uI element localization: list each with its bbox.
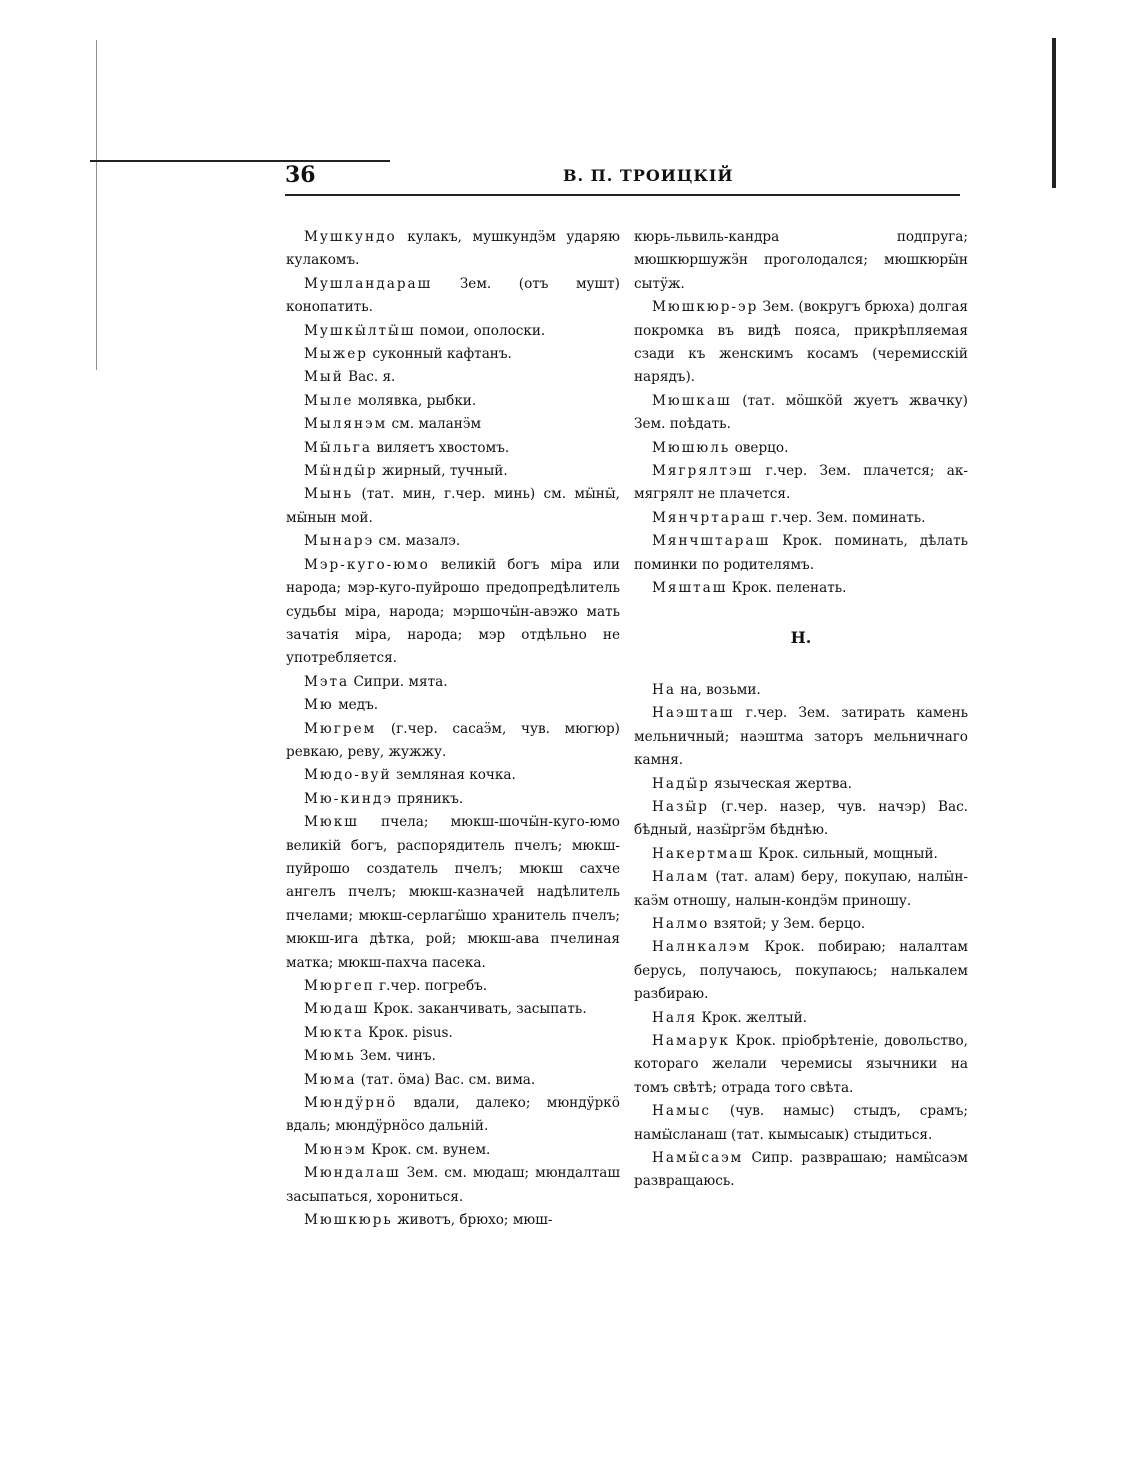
definition: на, возьми. xyxy=(675,681,761,698)
definition: жирный, тучный. xyxy=(377,463,508,480)
headword: Наля xyxy=(652,1009,698,1026)
dictionary-entry xyxy=(286,413,620,436)
dictionary-entry xyxy=(286,764,620,787)
dictionary-entry xyxy=(286,1092,620,1139)
headword: Мыле xyxy=(304,392,354,409)
headword: Назӹр xyxy=(652,798,709,815)
dictionary-entry xyxy=(634,507,968,530)
headword: Мӹльга xyxy=(304,439,373,456)
dictionary-entry xyxy=(286,554,620,671)
dictionary-entry xyxy=(634,1030,968,1100)
definition: молявка, рыбки. xyxy=(353,392,477,409)
headword: Мю-киндэ xyxy=(304,790,393,807)
dictionary-entry xyxy=(634,460,968,507)
definition: Крок. пріобрѣтеніе, довольство, котораго желали черемисы язычники на томъ свѣтѣ; отрада того свѣта. xyxy=(634,1033,968,1096)
headword: Мянчштараш xyxy=(652,533,771,550)
definition: Крок. поминать, дѣлать поминки по родителямъ. xyxy=(634,533,968,573)
dictionary-entry xyxy=(286,226,620,273)
scan-artifact-left-edge xyxy=(96,40,97,370)
definition: Зем. (вокругъ брюха) долгая покромка въ видѣ пояса, прикрѣпляемая сзади къ женскимъ косамъ (черемисскій нарядъ). xyxy=(634,299,968,386)
dictionary-entry xyxy=(286,1022,620,1045)
dictionary-entry xyxy=(286,343,620,366)
dictionary-entry xyxy=(286,975,620,998)
dictionary-entry xyxy=(286,998,620,1021)
dictionary-entry xyxy=(286,320,620,343)
dictionary-entry xyxy=(286,1162,620,1209)
headword: Мый xyxy=(304,369,344,386)
definition: Крок. побираю; налалтам берусь, получаюсь, покупаюсь; налькалем разбираю. xyxy=(634,939,968,1003)
right-column-top-entries xyxy=(634,226,968,601)
definition: (тат. алам) беру, покупаю, налӹн-каӭм отношу, налын-кондӭм приношу. xyxy=(634,869,968,909)
definition: Вас. я. xyxy=(343,369,396,386)
dictionary-entry xyxy=(634,1100,968,1147)
headword: Мынарэ xyxy=(304,533,375,550)
page-number: 36 xyxy=(285,162,316,188)
definition: виляетъ хвостомъ. xyxy=(372,439,510,456)
dictionary-entry xyxy=(634,843,968,866)
dictionary-entry xyxy=(634,702,968,772)
definition: медъ. xyxy=(333,697,379,714)
headword: Мюшкюрь xyxy=(304,1212,393,1229)
definition: см. мазалэ. xyxy=(374,533,461,550)
definition: Сипри. мята. xyxy=(349,673,448,690)
definition: (чув. намыс) стыдъ, срамъ; намӹсланаш (тат. кымысаык) стыдиться. xyxy=(634,1103,968,1143)
definition: земляная кочка. xyxy=(391,767,516,784)
dictionary-entry xyxy=(286,437,620,460)
definition: (тат. ӧма) Вас. см. вима. xyxy=(356,1071,536,1088)
dictionary-entry xyxy=(286,366,620,389)
dictionary-entry xyxy=(634,866,968,913)
dictionary-entry xyxy=(286,390,620,413)
section-letter-n: Н. xyxy=(790,627,812,647)
headword: Мынь xyxy=(304,486,354,503)
headword: Мюкш xyxy=(304,814,359,831)
definition: Крок. желтый. xyxy=(697,1009,807,1026)
headword: Мушландараш xyxy=(304,275,433,292)
dictionary-entry xyxy=(634,530,968,577)
definition: Крок. сильный, мощный. xyxy=(754,845,938,862)
headword: Мянчртараш xyxy=(652,509,767,526)
headword: Мушкундо xyxy=(304,229,397,245)
definition: (г.чер. назер, чув. начэр) Вас. бѣдный, назӹргӭм бѣднѣю. xyxy=(634,798,968,839)
definition: пряникъ. xyxy=(392,790,464,807)
headword: Мэта xyxy=(304,673,350,690)
headword: Мюкта xyxy=(304,1024,364,1041)
dictionary-entry xyxy=(286,1045,620,1068)
headword: Мюгрем xyxy=(304,720,377,737)
definition: Сипр. разврашаю; намӹсаэм развращаюсь. xyxy=(634,1150,968,1190)
dictionary-entry xyxy=(634,796,968,843)
dictionary-entry xyxy=(286,1139,620,1162)
headword: Мюдаш xyxy=(304,1001,369,1018)
headword: Налнкалэм xyxy=(652,939,752,956)
dictionary-entry xyxy=(634,577,968,600)
left-column xyxy=(286,226,620,1232)
headword: Накертмаш xyxy=(652,845,755,862)
definition: помои, ополоски. xyxy=(415,322,546,339)
headword: На xyxy=(652,681,676,698)
headword: Намарук xyxy=(652,1033,730,1049)
dictionary-entry xyxy=(634,913,968,936)
definition: Зем. см. мюдаш; мюндалташ засыпаться, хорониться. xyxy=(286,1165,620,1205)
headword: Мягрялтэш xyxy=(652,463,754,480)
dictionary-entry xyxy=(286,530,620,553)
dictionary-entry xyxy=(286,1069,620,1092)
headword: Мюргеп xyxy=(304,978,375,994)
dictionary-entry xyxy=(286,460,620,483)
definition: взятой; у Зем. берцо. xyxy=(709,915,866,932)
dictionary-entry xyxy=(634,226,968,296)
definition: (тат. мин, г.чер. минь) см. мӹнӹ, мӹнын мой. xyxy=(286,486,620,526)
definition: г.чер. Зем. плачется; ак-мягрялт не плачется. xyxy=(634,463,968,503)
headword: Мюмь xyxy=(304,1048,356,1065)
dictionary-entry xyxy=(634,1147,968,1194)
definition: см. маланӭм xyxy=(387,416,482,433)
headword: Мӹндӹр xyxy=(304,463,378,480)
headword: Мюшкюр-эр xyxy=(652,299,759,316)
definition: г.чер. погребъ. xyxy=(374,978,488,994)
headword: Наэшташ xyxy=(652,705,735,722)
definition: кулакъ, мушкундӭм ударяю кулакомъ. xyxy=(286,229,620,269)
headword: Мюма xyxy=(304,1071,357,1088)
definition: г.чер. Зем. затирать камень мельничный; наэштма заторъ мельничнаго камня. xyxy=(634,705,968,769)
definition: языческая жертва. xyxy=(709,775,852,792)
definition: Зем. чинъ. xyxy=(355,1048,436,1065)
definition: Крок. см. вунем. xyxy=(367,1141,491,1158)
headword: Налам xyxy=(652,869,710,886)
dictionary-entry xyxy=(286,671,620,694)
definition: Крок. pisus. xyxy=(363,1024,453,1041)
dictionary-entry xyxy=(634,679,968,702)
dictionary-entry xyxy=(286,788,620,811)
headword: Мюндӱрнӧ xyxy=(304,1095,398,1112)
dictionary-entry xyxy=(634,437,968,460)
headword: Мюндалаш xyxy=(304,1165,401,1182)
definition: оверцо. xyxy=(730,439,789,456)
headword: Мушкӹлтӹш xyxy=(304,322,416,339)
definition: великій богъ міра или народа; мэр-куго-пуйрошо предопредѣлитель судьбы міра, народа; мэршочӹн-авэжо мать зачатія міра, народа; мэр отдѣльно не употребляется. xyxy=(286,556,620,667)
dictionary-entry xyxy=(634,1007,968,1030)
headword: Мяшташ xyxy=(652,580,728,597)
definition: Зем. (отъ мушт) конопатить. xyxy=(286,275,620,316)
headword: Мюшкаш xyxy=(652,392,732,409)
dictionary-entry xyxy=(286,483,620,530)
headword: Намыс xyxy=(652,1103,711,1120)
headword: Мюнэм xyxy=(304,1141,368,1158)
dictionary-entry xyxy=(286,694,620,717)
definition: г.чер. Зем. поминать. xyxy=(766,509,926,526)
definition: кюрь-львиль-кандра подпруга; мюшкюршужӭн проголодался; мюшкюрӹн сытӱж. xyxy=(634,229,968,292)
definition: животъ, брюхо; мюш- xyxy=(392,1212,553,1229)
dictionary-entry xyxy=(634,936,968,1006)
right-column xyxy=(634,226,968,1194)
headword: Намӹсаэм xyxy=(652,1150,744,1167)
definition: пчела; мюкш-шочӹн-куго-юмо великій богъ, распорядитель пчелъ; мюкш-пуйрошо создатель пчелъ; мюкш сахче ангелъ пчелъ; мюкш-казначей надѣлитель пчелами; мюкш-серлагӹшо хранитель пчелъ; мюкш-ига дѣтка, рой; мюкш-ава пчелиная матка; мюкш-пахча пасека. xyxy=(286,814,620,971)
headword: Мылянэм xyxy=(304,416,388,433)
headword: Надӹр xyxy=(652,775,710,792)
definition: (г.чер. сасаӭм, чув. мюгюр) ревкаю, реву, жужжу. xyxy=(286,720,620,760)
dictionary-entry xyxy=(634,296,968,390)
dictionary-entry xyxy=(286,718,620,765)
scan-artifact-right-edge xyxy=(1052,38,1056,188)
page-header xyxy=(285,158,960,198)
running-head: В. П. ТРОИЦКІЙ xyxy=(563,166,734,185)
headword: Налмо xyxy=(652,915,710,932)
definition: вдали, далеко; мюндӱркӧ вдаль; мюндӱрнӧсо дальній. xyxy=(286,1095,620,1135)
definition: Крок. заканчивать, засыпать. xyxy=(368,1001,587,1018)
headword: Мэр-куго-юмо xyxy=(304,556,430,573)
dictionary-entry xyxy=(634,773,968,796)
headword: Мюшюль xyxy=(652,439,731,456)
dictionary-entry xyxy=(286,811,620,975)
dictionary-entry xyxy=(286,1209,620,1232)
dictionary-entry xyxy=(286,273,620,320)
header-rule xyxy=(285,194,960,196)
definition: Крок. пеленать. xyxy=(727,580,847,597)
headword: Мыжер xyxy=(304,346,368,363)
dictionary-entry xyxy=(634,390,968,437)
headword: Мюдо-вуй xyxy=(304,767,392,784)
right-column-bottom-entries xyxy=(634,679,968,1194)
definition: (тат. мӧшкӧй жуетъ жвачку) Зем. поѣдать. xyxy=(634,392,968,433)
headword: Мю xyxy=(304,697,334,714)
definition: суконный кафтанъ. xyxy=(368,346,512,363)
